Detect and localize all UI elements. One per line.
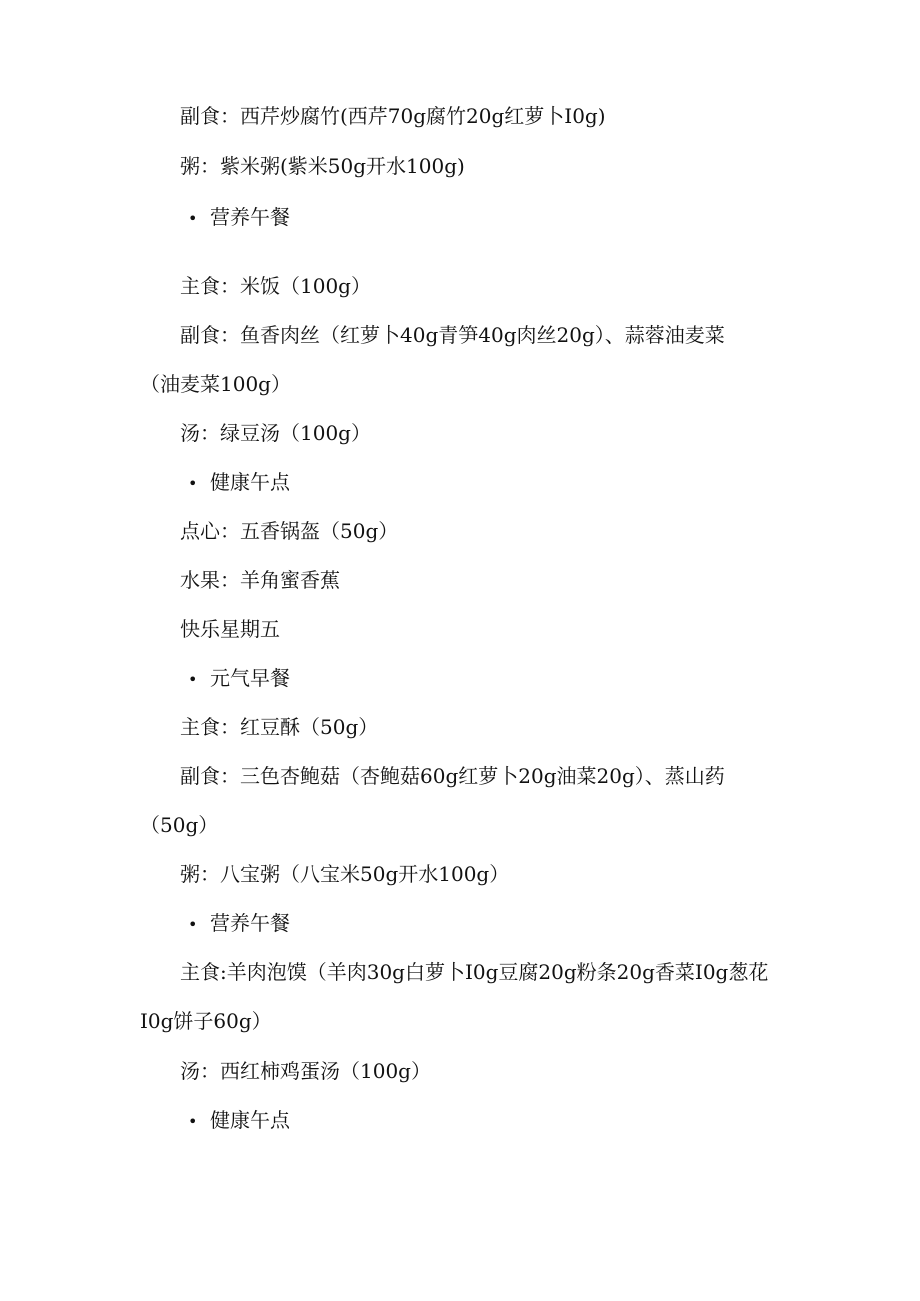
line-text: （油麦菜100g） [140,372,291,396]
text-line [0,615,920,643]
text-line [0,811,920,839]
bullet-icon: • [188,670,198,689]
heading-text: 健康午点 [210,470,290,494]
text-line [0,102,920,130]
bullet-icon: • [188,915,198,934]
bullet-icon: • [188,1112,198,1131]
line-text: 点心：五香锅盔（50g） [180,519,399,543]
line-text: 副食：鱼香肉丝（红萝卜40g青笋40g肉丝20g）、蒜蓉油麦菜 [180,323,725,347]
bullet-icon: • [188,209,198,228]
line-text: I0g饼子60g） [140,1009,272,1033]
line-text: 粥：紫米粥(紫米50g开水100g) [180,154,465,178]
bullet-heading [0,664,920,694]
heading-text: 营养午餐 [210,205,290,229]
line-text: 汤：绿豆汤（100g） [180,421,371,445]
line-text: 主食：米饭（100g） [180,274,371,298]
line-text: 快乐星期五 [180,617,280,641]
text-line [0,762,920,790]
text-line [0,152,920,180]
text-line [0,272,920,300]
line-text: 主食:羊肉泡馍（羊肉30g白萝卜I0g豆腐20g粉条20g香菜I0g葱花 [180,960,769,984]
bullet-heading [0,1106,920,1136]
line-text: 主食：红豆酥（50g） [180,715,379,739]
line-text: （50g） [140,813,219,837]
bullet-heading [0,203,920,233]
text-line [0,321,920,349]
text-line [0,1057,920,1085]
bullet-heading [0,909,920,939]
text-line [0,419,920,447]
text-line [0,1007,920,1035]
text-line [0,958,920,986]
heading-text: 元气早餐 [210,666,290,690]
bullet-icon: • [188,474,198,493]
line-text: 汤：西红柿鸡蛋汤（100g） [180,1059,431,1083]
text-line [0,860,920,888]
text-line [0,370,920,398]
bullet-heading [0,468,920,498]
text-line [0,713,920,741]
heading-text: 营养午餐 [210,911,290,935]
text-line [0,517,920,545]
heading-text: 健康午点 [210,1108,290,1132]
text-line [0,566,920,594]
line-text: 水果：羊角蜜香蕉 [180,568,340,592]
line-text: 副食：西芹炒腐竹(西芹70g腐竹20g红萝卜I0g) [180,104,606,128]
line-text: 副食：三色杏鲍菇（杏鲍菇60g红萝卜20g油菜20g）、蒸山药 [180,764,725,788]
line-text: 粥：八宝粥（八宝米50g开水100g） [180,862,510,886]
